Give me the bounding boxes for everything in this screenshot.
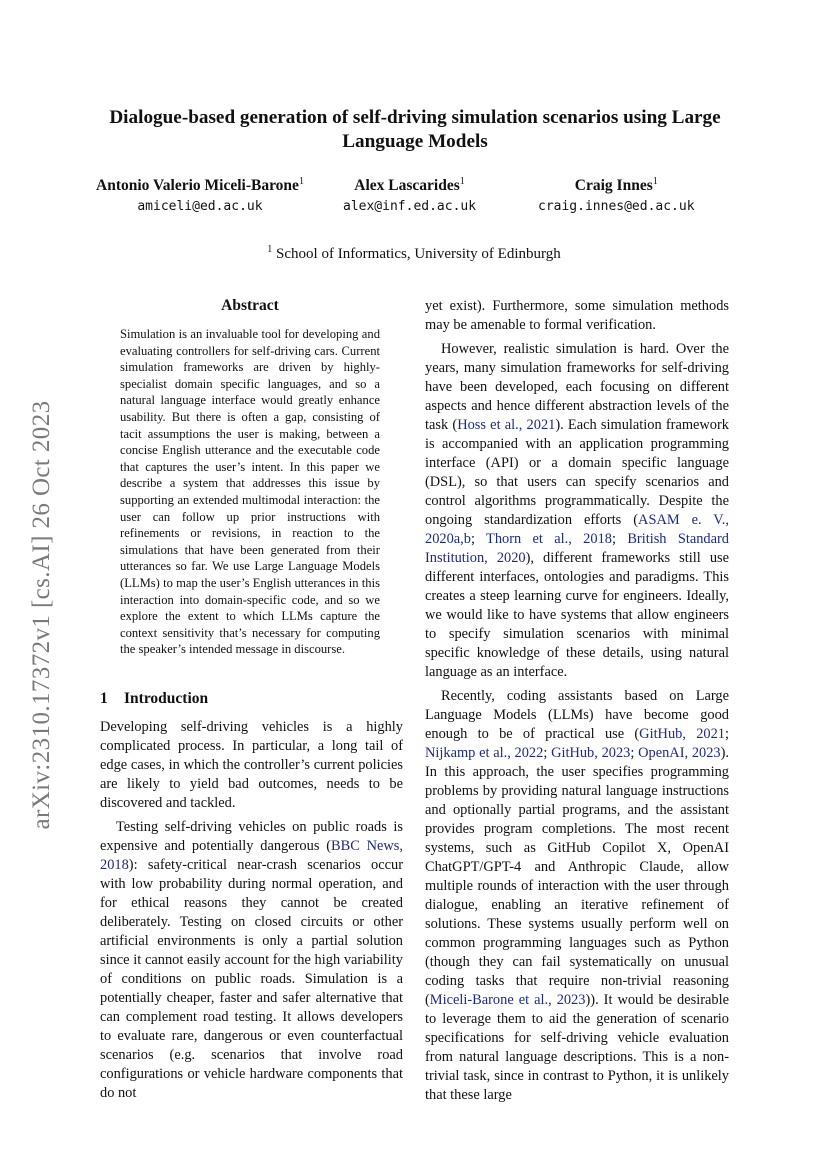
author-1 (96, 172, 304, 218)
citation-link[interactable]: GitHub, 2023 (551, 745, 631, 761)
paragraph: Testing self-driving vehicles on public roads is expensive and potentially dangerous (BBC News, 2018): safety-critical near-crash scenarios occur with low probability during normal operation, and for ethical reasons they cannot be created deliberately. Testing on closed circuits or other artificial environments is only a partial solution since it cannot easily account for the high variability of conditions on public roads. Simulation is a potentially cheaper, faster and safer alternative that can complement road testing. It allows developers to evaluate rare, dangerous or even counterfactual scenarios (e.g. scenarios that involve road configurations or vehicle hardware components that do not (100, 819, 404, 1101)
paragraph: Developing self-driving vehicles is a highly complicated process. In particular, a long tail of edge cases, in which the controller’s current policies are likely to yield bad outcomes, needs to be discovered and tackled. (100, 719, 403, 811)
left-column-body (100, 718, 403, 1103)
author-3 (538, 172, 695, 218)
abstract-heading: Abstract (221, 297, 279, 314)
author-name: Antonio Valerio Miceli-Barone$^1$ (96, 176, 304, 195)
citation-link[interactable]: Nijkamp et al., 2022 (425, 745, 544, 761)
section-title: Introduction (124, 690, 209, 707)
author-email[interactable]: amiceli@ed.ac.uk (137, 199, 263, 215)
citation-link[interactable]: Hoss et al., 2021 (457, 417, 556, 433)
paper-title: Dialogue-based generation of self-driving simulation scenarios using Large Language Models (109, 107, 721, 152)
abstract-text: Simulation is an invaluable tool for developing and evaluating controllers for self-driving cars. Current simulation frameworks are driven by highly-specialist domain specific languages, and so a natural language interface would greatly enhance usability. But there is often a gap, consisting of tacit assumptions the user is making, between a concise English utterance and the executable code that captures the user’s intent. In this paper we describe a system that addresses this issue by supporting an extended multimodal interaction: the user can follow up prior instructions with refinements or revisions, in reaction to the simulations that have been generated from their utterances so far. We use Large Language Models (LLMs) to map the user’s English utterances in this interaction into domain-specific code, and so we explore the extent to which LLMs capture the context sensitivity that’s necessary for computing the speaker’s intended message in discourse. (120, 327, 380, 657)
citation-link[interactable]: BBC News, 2018 (100, 838, 404, 873)
section-number: 1 (100, 690, 108, 707)
author-email[interactable]: craig.innes@ed.ac.uk (538, 199, 695, 215)
paragraph: yet exist). Furthermore, some simulation methods may be amenable to formal verification. (425, 298, 729, 333)
arxiv-stamp-text: arXiv:2310.17372v1 [cs.AI] 26 Oct 2023 (28, 400, 55, 830)
author-2 (343, 172, 476, 218)
citation-link[interactable]: ASAM e. V., 2020a,b (425, 512, 729, 547)
arxiv-stamp (22, 375, 62, 855)
paragraph: Recently, coding assistants based on Large Language Models (LLMs) have become good enough to be of practical use (GitHub, 2021; Nijkamp et al., 2022; GitHub, 2023; OpenAI, 2023). In this approach, the user specifies programming problems by providing natural language instructions and optionally partial programs, and the assistant provides program completions. The most recent systems, such as GitHub Copilot X, OpenAI ChatGPT/GPT-4 and Anthropic Claude, allow multiple rounds of interaction with the user through dialogue, enabling an iterative refinement of solutions. These systems usually perform well on common programming languages such as Python (though they can fail systematically on unusual coding tasks that require non-trivial reasoning (Miceli-Barone et al., 2023)). It would be desirable to leverage them to aid the generation of scenario specifications for self-driving vehicle evaluation from natural language descriptions. This is a non-trivial task, since in contrast to Python, it is unlikely that these large (425, 688, 729, 1103)
citation-link[interactable]: Thorn et al., 2018 (486, 531, 612, 547)
citation-link[interactable]: British Standard Institution, 2020 (425, 531, 729, 566)
right-column-body (425, 297, 729, 1105)
paragraph: However, realistic simulation is hard. Over the years, many simulation frameworks for self-driving have been developed, each focusing on different aspects and hence different abstraction levels of the task (Hoss et al., 2021). Each simulation framework is accompanied with an application programming interface (API) or a domain specific language (DSL), so that users can specify scenarios and control algorithms programmatically. Despite the ongoing standardization efforts (ASAM e. V., 2020a,b; Thorn et al., 2018; British Standard Institution, 2020), different frameworks still use different interfaces, ontologies and paradigms. This creates a steep learning curve for engineers. Ideally, we would like to have systems that allow engineers to specify simulation scenarios with minimal specific knowledge of these details, using natural language as an interface. (425, 341, 729, 680)
author-name: Craig Innes$^1$ (574, 176, 658, 195)
author-email[interactable]: alex@inf.ed.ac.uk (343, 199, 477, 215)
affiliation: $^1$ School of Informatics, University of Edinburgh (267, 244, 561, 262)
citation-link[interactable]: OpenAI, 2023 (638, 745, 721, 761)
citation-link[interactable]: Miceli-Barone et al., 2023 (429, 992, 586, 1008)
author-name: Alex Lascarides$^1$ (354, 176, 465, 195)
section-heading (100, 689, 208, 709)
citation-link[interactable]: GitHub, 2021 (639, 726, 725, 742)
